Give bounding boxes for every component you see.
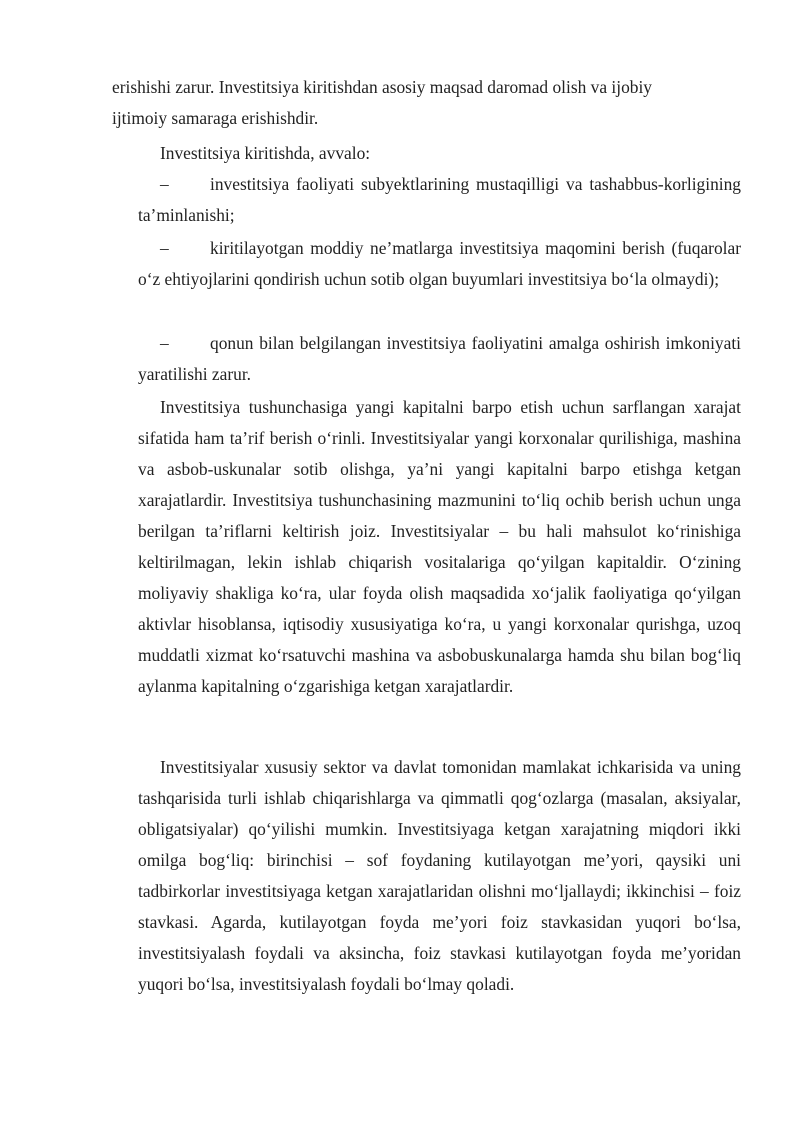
list-item-text: investitsiya faoliyati subyektlarining mustaqilligi va tashabbus-korligining taʼminlanishi; [138,174,741,225]
list-item-text: qonun bilan belgilangan investitsiya faoliyatini amalga oshirish imkoniyati yaratilishi zarur. [138,333,741,384]
opening-paragraph-fragment: erishishi zarur. Investitsiya kiritishdan asosiy maqsad daromad olish va ijobiy ijtimoiy samaraga erishishdir. [112,77,652,128]
list-dash-marker: – [160,238,169,258]
list-item [138,169,741,231]
list-dash-marker: – [160,333,169,353]
list-item-text: kiritilayotgan moddiy neʼmatlarga investitsiya maqomini berish (fuqarolar oʻz ehtiyojlarini qondirish uchun sotib olgan buyumlari investitsiya boʻla olmaydi); [138,238,741,289]
list-dash-marker: – [160,174,169,194]
body-paragraph: Investitsiya tushunchasiga yangi kapitalni barpo etish uchun sarflangan xarajat sifatida ham taʼrif berish oʻrinli. Investitsiyalar yangi korxonalar qurilishiga, mashina va asbob-uskunalar sotib olishga, yaʼni yangi kapitalni barpo etishga ketgan xarajatlardir. Investitsiya tushunchasining mazmunini toʻliq ochib berish uchun unga berilgan taʼriflarni keltirish joiz. Investitsiyalar – bu hali mahsulot koʻrinishiga keltirilmagan, lekin ishlab chiqarish vositalariga qoʻyilgan kapitaldir. Oʻzining moliyaviy shakliga koʻra, ular foyda olish maqsadida xoʻjalik faoliyatiga qoʻyilgan aktivlar hisoblansa, iqtisodiy xususiyatiga koʻra, u yangi korxonalar qurishga, uzoq muddatli xizmat koʻrsatuvchi mashina va asbobuskunalarga hamda shu bilan bogʻliq aylanma kapitalning oʻzgarishiga ketgan xarajatlardir. [138,397,741,696]
body-paragraph: Investitsiyalar xususiy sektor va davlat tomonidan mamlakat ichkarisida va uning tashqarisida turli ishlab chiqarishlarga va qimmatli qogʻozlarga (masalan, aksiyalar, obligatsiyalar) qoʻyilishi mumkin. Investitsiyaga ketgan xarajatning miqdori ikki omilga bogʻliq: birinchisi – sof foydaning kutilayotgan meʼyori, qaysiki uni tadbirkorlar investitsiyaga ketgan xarajatlaridan olishni moʻljallaydi; ikkinchisi – foiz stavkasi. Agarda, kutilayotgan foyda meʼyori foiz stavkasidan yuqori boʻlsa, investitsiyalash foydali va aksincha, foiz stavkasi kutilayotgan foyda meʼyoridan yuqori boʻlsa, investitsiyalash foydali boʻlmay qoladi. [138,757,741,994]
list-item [138,233,741,295]
list-intro: Investitsiya kiritishda, avvalo: [160,143,371,163]
list-item [138,328,741,390]
